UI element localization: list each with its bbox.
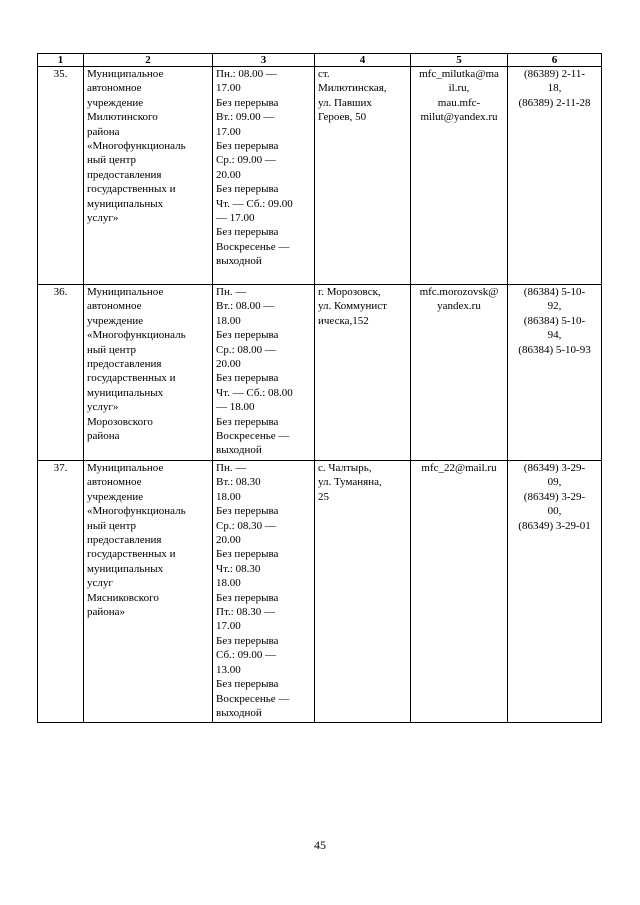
phone: (86389) 2-11- 18, (86389) 2-11-28 [508, 67, 602, 285]
column-header: 6 [508, 54, 602, 67]
column-header: 2 [84, 54, 213, 67]
table-header-row [38, 54, 602, 67]
email: mfc_milutka@ma il.ru, mau.mfc- milut@yandex.ru [411, 67, 508, 285]
table-row [38, 67, 602, 285]
phone: (86349) 3-29- 09, (86349) 3-29- 00, (86349) 3-29-01 [508, 461, 602, 723]
row-number: 37. [38, 461, 84, 723]
working-hours: Пн.: 08.00 — 17.00 Без перерыва Вт.: 09.00 — 17.00 Без перерыва Ср.: 09.00 — 20.00 Без перерыва Чт. — Сб.: 09.00 — 17.00 Без перерыва Воскресенье — выходной [213, 67, 315, 285]
working-hours: Пн. — Вт.: 08.00 — 18.00 Без перерыва Ср.: 08.00 — 20.00 Без перерыва Чт. — Сб.: 08.00 — 18.00 Без перерыва Воскресенье — выходной [213, 285, 315, 461]
institution-name: Муниципальное автономное учреждение «Многофункциональ ный центр предоставления государственных и муниципальных услуг Мясниковского района» [84, 461, 213, 723]
row-number: 35. [38, 67, 84, 285]
column-header: 3 [213, 54, 315, 67]
table-row [38, 461, 602, 723]
column-header: 1 [38, 54, 84, 67]
page-number: 45 [314, 838, 326, 852]
institution-name: Муниципальное автономное учреждение Милютинского района «Многофункциональ ный центр предоставления государственных и муниципальных услуг» [84, 67, 213, 285]
working-hours: Пн. — Вт.: 08.30 18.00 Без перерыва Ср.: 08.30 — 20.00 Без перерыва Чт.: 08.30 18.00 Без перерыва Пт.: 08.30 — 17.00 Без перерыва Сб.: 09.00 — 13.00 Без перерыва Воскресенье — выходной [213, 461, 315, 723]
phone: (86384) 5-10- 92, (86384) 5-10- 94, (86384) 5-10-93 [508, 285, 602, 461]
column-header: 4 [315, 54, 411, 67]
column-header: 5 [411, 54, 508, 67]
table-row [38, 285, 602, 461]
address: с. Чалтырь, ул. Туманяна, 25 [315, 461, 411, 723]
offices-table [37, 53, 602, 723]
row-number: 36. [38, 285, 84, 461]
address: г. Морозовск, ул. Коммунист ическа,152 [315, 285, 411, 461]
institution-name: Муниципальное автономное учреждение «Многофункциональ ный центр предоставления государственных и муниципальных услуг» Морозовского района [84, 285, 213, 461]
email: mfc_22@mail.ru [411, 461, 508, 723]
email: mfc.morozovsk@ yandex.ru [411, 285, 508, 461]
address: ст. Милютинская, ул. Павших Героев, 50 [315, 67, 411, 285]
